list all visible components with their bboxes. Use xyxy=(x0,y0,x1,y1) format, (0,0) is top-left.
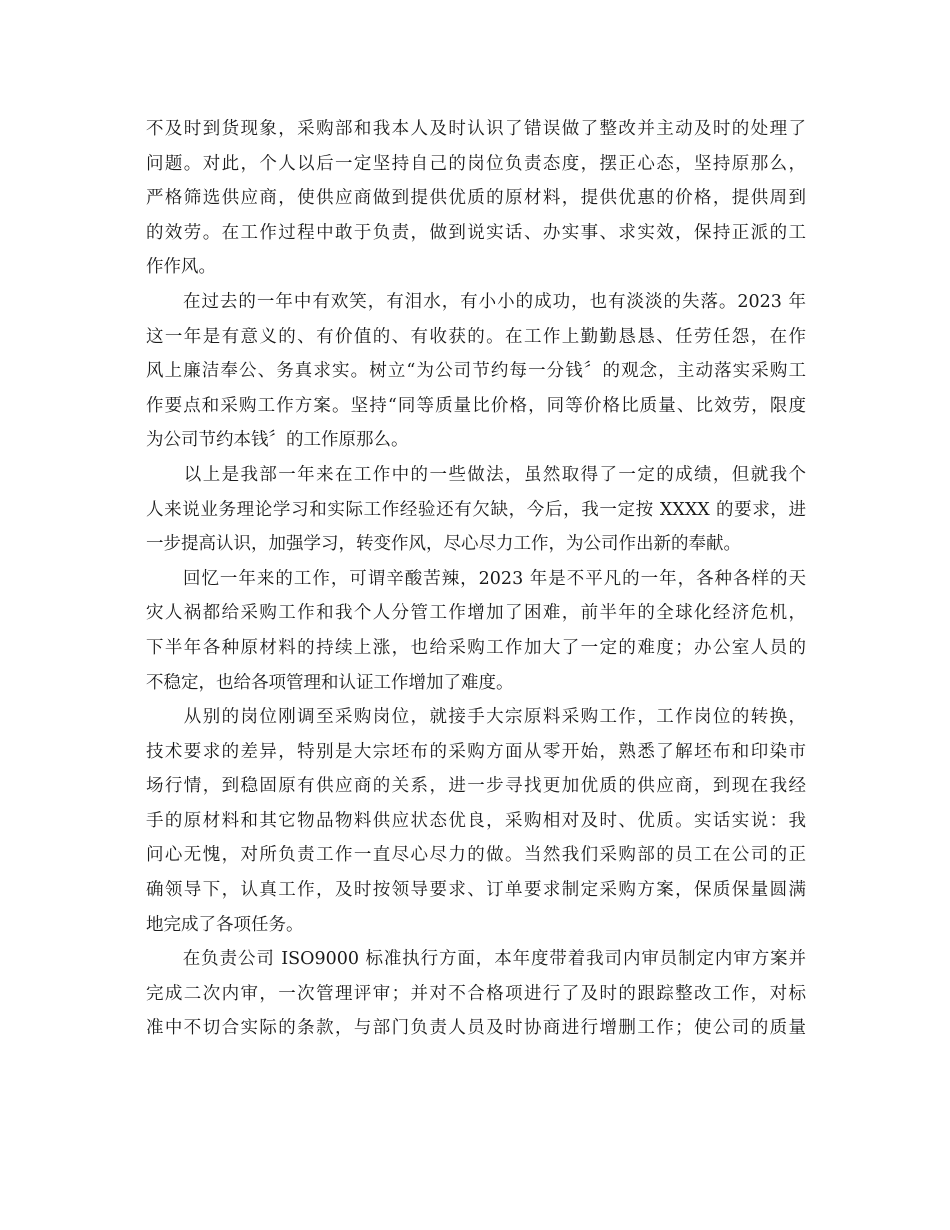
text-line: 灾人祸都给采购工作和我个人分管工作增加了困难，前半年的全球化经济危机， xyxy=(146,603,806,624)
paragraph xyxy=(146,112,806,285)
text-line: 回忆一年来的工作，可谓辛酸苦辣，2023 年是不平凡的一年，各种各样的天 xyxy=(146,568,806,589)
text-line: 一步提高认识，加强学习，转变作风，尽心尽力工作，为公司作出新的奉献。 xyxy=(146,534,741,555)
paragraph xyxy=(146,700,806,942)
text-line: 问题。对此，个人以后一定坚持自己的岗位负责态度，摆正心态，坚持原那么， xyxy=(146,153,806,174)
text-line: 场行情，到稳固原有供应商的关系，进一步寻找更加优质的供应商，到现在我经 xyxy=(146,776,806,797)
paragraph xyxy=(146,458,806,562)
text-line: 确领导下，认真工作，及时按领导要求、订单要求制定采购方案，保质保量圆满 xyxy=(146,880,806,901)
text-line: 准中不切合实际的条款，与部门负责人员及时协商进行增删工作；使公司的质量 xyxy=(146,1018,806,1039)
text-line: 的效劳。在工作过程中敢于负责，做到说实话、办实事、求实效，保持正派的工 xyxy=(146,222,806,243)
text-line: 严格筛选供应商，使供应商做到提供优质的原材料，提供优惠的价格，提供周到 xyxy=(146,188,806,209)
text-line: 以上是我部一年来在工作中的一些做法，虽然取得了一定的成绩，但就我个 xyxy=(146,464,806,485)
text-line: 风上廉洁奉公、务真求实。树立“为公司节约每一分钱〞的观念，主动落实采购工 xyxy=(146,361,806,382)
text-line: 作要点和采购工作方案。坚持“同等质量比价格，同等价格比质量、比效劳，限度 xyxy=(146,395,806,416)
text-line: 地完成了各项任务。 xyxy=(146,914,304,935)
text-line: 为公司节约本钱〞的工作原那么。 xyxy=(146,430,409,451)
text-line: 完成二次内审，一次管理评审；并对不合格项进行了及时的跟踪整改工作，对标 xyxy=(146,983,806,1004)
text-line: 在负责公司 ISO9000 标准执行方面，本年度带着我司内审员制定内审方案并 xyxy=(146,949,806,970)
text-line: 从别的岗位刚调至采购岗位，就接手大宗原料采购工作，工作岗位的转换， xyxy=(146,707,806,728)
text-line: 在过去的一年中有欢笑，有泪水，有小小的成功，也有淡淡的失落。2023 年 xyxy=(146,291,806,312)
text-line: 人来说业务理论学习和实际工作经验还有欠缺，今后，我一定按 XXXX 的要求，进 xyxy=(146,499,806,520)
paragraph xyxy=(146,942,806,1046)
text-line: 问心无愧，对所负责工作一直尽心尽力的做。当然我们采购部的员工在公司的正 xyxy=(146,845,806,866)
text-line: 作作风。 xyxy=(146,257,216,278)
text-line: 技术要求的差异，特别是大宗坯布的采购方面从零开始，熟悉了解坯布和印染市 xyxy=(146,741,806,762)
paragraph xyxy=(146,562,806,700)
text-line: 下半年各种原材料的持续上涨，也给采购工作加大了一定的难度；办公室人员的 xyxy=(146,637,806,658)
text-line: 手的原材料和其它物品物料供应状态优良，采购相对及时、优质。实话实说：我 xyxy=(146,810,806,831)
text-line: 这一年是有意义的、有价值的、有收获的。在工作上勤勤恳恳、任劳任怨，在作 xyxy=(146,326,806,347)
paragraph xyxy=(146,285,806,458)
document-body xyxy=(146,112,806,1046)
text-line: 不及时到货现象，采购部和我本人及时认识了错误做了整改并主动及时的处理了 xyxy=(146,119,806,139)
text-line: 不稳定，也给各项管理和认证工作增加了难度。 xyxy=(146,672,514,693)
